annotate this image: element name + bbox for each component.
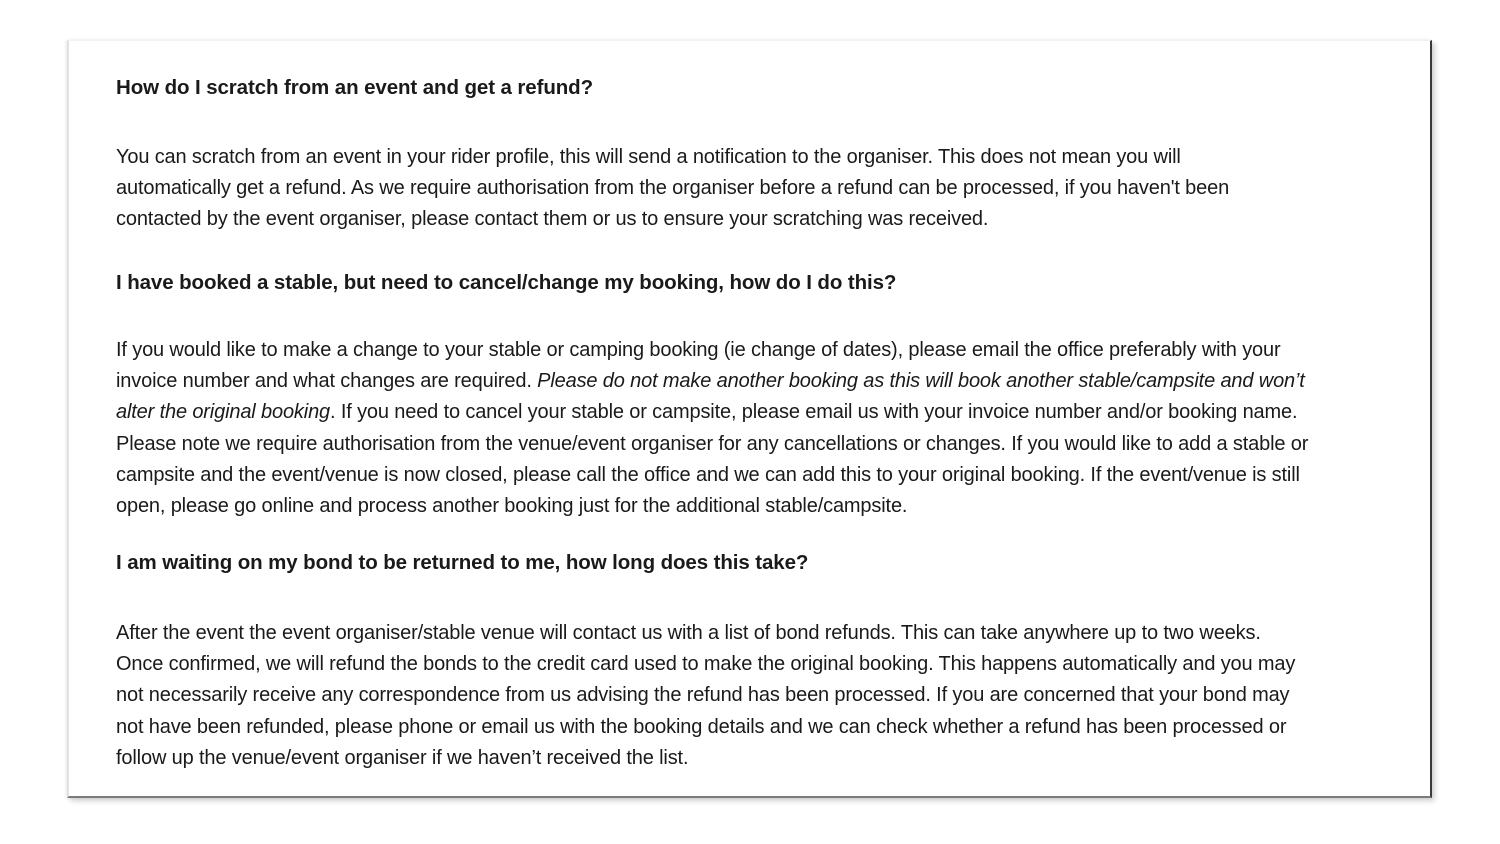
faq-question-bond: I am waiting on my bond to be returned to me, how long does this take? [116,551,809,574]
answer-line: not have been refunded, please phone or email us with the booking details and we can check whether a refund has been processed or [116,715,1287,738]
answer-emphasis: Please do not make another booking as this will book another stable/campsite and won’t [537,370,1305,393]
faq-question-stable: I have booked a stable, but need to cancel/change my booking, how do I do this? [116,271,897,294]
answer-line: Once confirmed, we will refund the bonds to the credit card used to make the original booking. This happens automatically and you may [116,653,1296,676]
edge-mark [58,82,64,92]
answer-line: automatically get a refund. As we require authorisation from the organiser before a refund can be processed, if you haven't been [116,177,1230,200]
answer-line: follow up the venue/event organiser if we haven’t received the list. [116,746,689,769]
answer-line [116,366,1308,397]
faq-question-scratch: How do I scratch from an event and get a refund? [116,76,594,99]
faq-answer-scratch [116,142,1229,236]
answer-text: invoice number and what changes are required. [116,370,538,393]
answer-text: . If you need to cancel your stable or campsite, please email us with your invoice number and/or booking name. [330,401,1298,424]
answer-line: You can scratch from an event in your rider profile, this will send a notification to the organiser. This does not mean you will [116,146,1181,168]
edge-mark [58,558,64,568]
answer-line: open, please go online and process another booking just for the additional stable/campsite. [116,494,908,517]
answer-line: After the event the event organiser/stable venue will contact us with a list of bond refunds. This can take anywhere up to two weeks. [116,622,1261,644]
answer-line: If you would like to make a change to your stable or camping booking (ie change of dates), please email the office preferably with your [116,339,1281,361]
faq-answer-bond [116,618,1295,774]
faq-answer-stable [116,335,1308,522]
answer-line: campsite and the event/venue is now closed, please call the office and we can add this to your original booking. If the event/venue is still [116,463,1300,486]
answer-line [116,397,1308,428]
answer-line: not necessarily receive any correspondence from us advising the refund has been processed. If you are concerned that your bond may [116,684,1290,707]
answer-emphasis: alter the original booking [116,401,331,424]
answer-line: contacted by the event organiser, please contact them or us to ensure your scratching was received. [116,208,989,231]
answer-line: Please note we require authorisation from the venue/event organiser for any cancellations or changes. If you would like to add a stable or [116,432,1309,455]
document-page [67,40,1432,798]
